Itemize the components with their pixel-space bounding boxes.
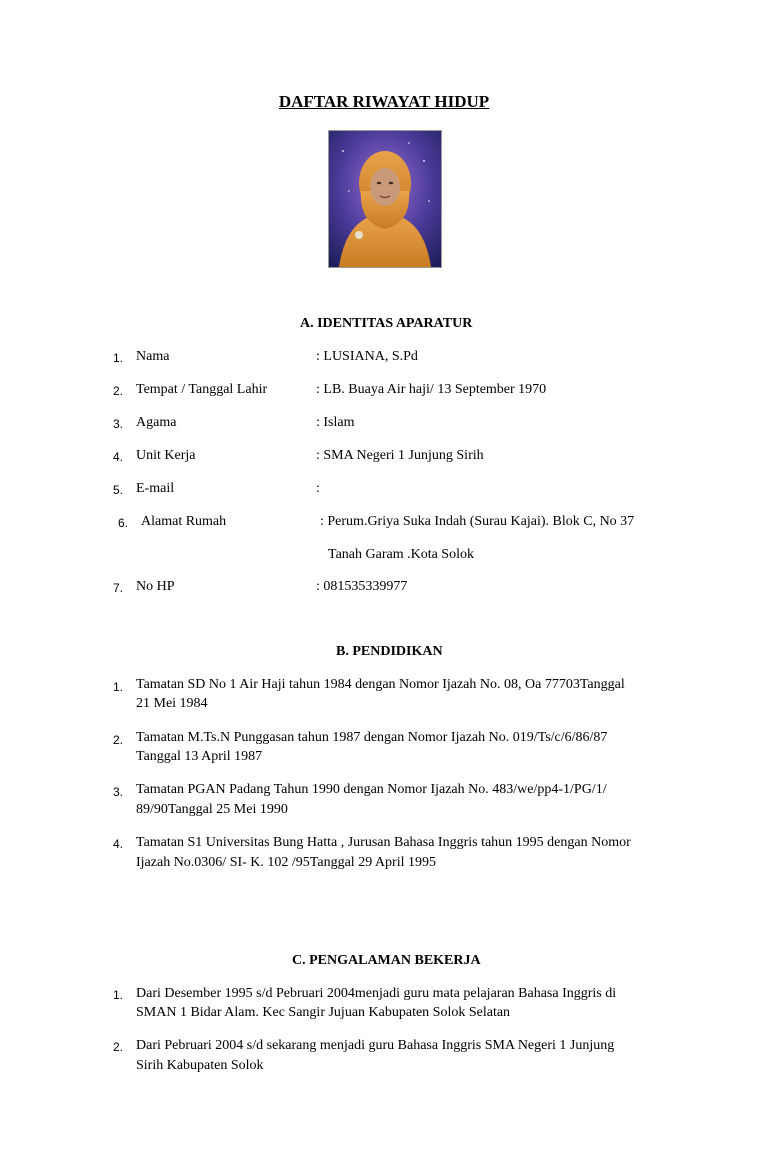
section-identitas-heading: A. IDENTITAS APARATUR [300,316,473,331]
pendidikan-item-1: Tamatan SD No 1 Air Haji tahun 1984 dengan Nomor Ijazah No. 08, Oa 77703Tanggal [136,677,625,692]
identitas-label-ttl: Tempat / Tanggal Lahir [136,382,268,397]
identitas-label-agama: Agama [136,415,177,430]
identitas-num-2: 2. [113,384,124,398]
pengalaman-item-1: Dari Desember 1995 s/d Pebruari 2004menjadi guru mata pelajaran Bahasa Inggris di [136,986,617,1001]
pendidikan-item-4: Tamatan S1 Universitas Bung Hatta , Jurusan Bahasa Inggris tahun 1995 dengan Nomor [136,835,631,850]
identitas-num-6: 6. [118,516,129,530]
pendidikan-item-3: Tamatan PGAN Padang Tahun 1990 dengan Nomor Ijazah No. 483/we/pp4-1/PG/1/ [136,782,607,797]
pendidikan-item-1-line2: 21 Mei 1984 [136,696,208,711]
identitas-num-3: 3. [113,417,124,431]
pengalaman-item-1-line2: SMAN 1 Bidar Alam. Kec Sangir Jujuan Kabupaten Solok Selatan [136,1005,511,1020]
identitas-num-5: 5. [113,483,124,497]
identitas-num-4: 4. [113,450,124,464]
identitas-label-unit: Unit Kerja [136,448,196,463]
identitas-label-nama: Nama [136,349,170,364]
identitas-value-ttl: : LB. Buaya Air haji/ 13 September 1970 [316,382,547,397]
identitas-num-7: 7. [113,581,124,595]
identitas-value-alamat: : Perum.Griya Suka Indah (Surau Kajai). Blok C, No 37 [320,514,635,529]
pendidikan-item-3-line2: 89/90Tanggal 25 Mei 1990 [136,802,288,817]
pendidikan-num-1: 1. [113,680,124,694]
identitas-label-email: E-mail [136,481,175,496]
identitas-value-unit: : SMA Negeri 1 Junjung Sirih [316,448,484,463]
pendidikan-item-2: Tamatan M.Ts.N Punggasan tahun 1987 dengan Nomor Ijazah No. 019/Ts/c/6/86/87 [136,730,608,745]
identitas-num-1: 1. [113,351,124,365]
section-pendidikan-heading: B. PENDIDIKAN [336,644,443,659]
section-pengalaman-heading: C. PENGALAMAN BEKERJA [292,953,481,968]
identitas-value-nama: : LUSIANA, S.Pd [316,349,418,364]
pendidikan-item-4-line2: Ijazah No.0306/ SI- K. 102 /95Tanggal 29 April 1995 [136,855,436,870]
pengalaman-item-2-line2: Sirih Kabupaten Solok [136,1058,264,1073]
identitas-value-alamat-line2: Tanah Garam .Kota Solok [328,547,474,562]
profile-photo [328,130,442,268]
identitas-label-hp: No HP [136,579,175,594]
document-title: DAFTAR RIWAYAT HIDUP [278,92,490,111]
identitas-value-agama: : Islam [316,415,355,430]
pendidikan-item-2-line2: Tanggal 13 April 1987 [136,749,263,764]
identitas-label-alamat: Alamat Rumah [141,514,227,529]
pengalaman-item-2: Dari Pebruari 2004 s/d sekarang menjadi guru Bahasa Inggris SMA Negeri 1 Junjung [136,1038,615,1053]
identitas-value-hp: : 081535339977 [316,579,408,594]
pengalaman-num-1: 1. [113,988,124,1002]
pendidikan-num-3: 3. [113,785,124,799]
pendidikan-num-4: 4. [113,837,124,851]
pendidikan-num-2: 2. [113,733,124,747]
pengalaman-num-2: 2. [113,1040,124,1054]
identitas-value-email: : [316,481,320,496]
